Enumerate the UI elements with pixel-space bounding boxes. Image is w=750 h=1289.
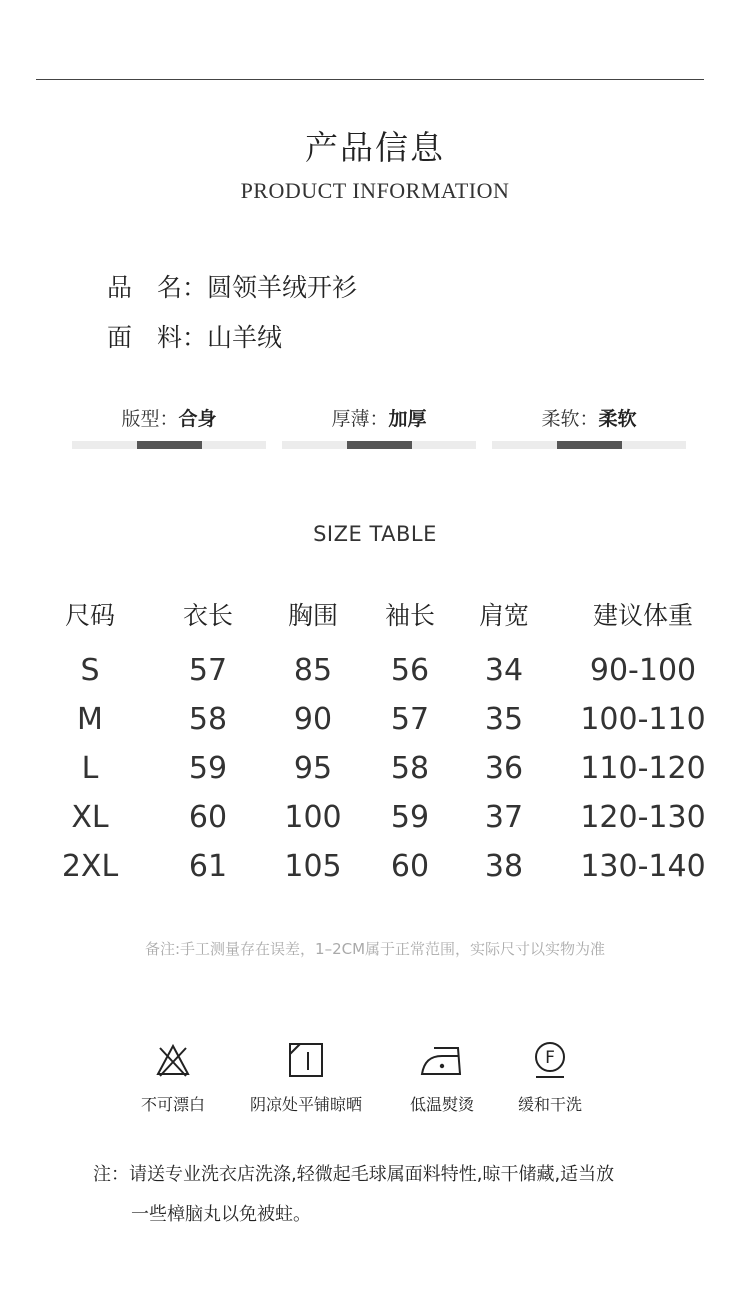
size-cell-l-sleeve: 58 — [390, 751, 430, 786]
size-cell-s-shoulder: 34 — [484, 653, 524, 688]
attribute-thickness — [282, 404, 476, 431]
size-cell-xl-weight: 120-130 — [580, 800, 706, 835]
size-cell-l-length: 59 — [188, 751, 228, 786]
product-material-label: 面 料： — [107, 323, 208, 352]
size-table-title: SIZE TABLE — [313, 522, 437, 546]
size-cell-2xl-shoulder: 38 — [484, 849, 524, 884]
size-cell-s-length: 57 — [188, 653, 228, 688]
care-label-dry-clean: 缓和干洗 — [517, 1095, 582, 1114]
size-cell-s-sleeve: 56 — [390, 653, 430, 688]
care-label-dry-flat: 阴凉处平铺晾晒 — [249, 1095, 362, 1114]
size-cell-s-chest: 85 — [293, 653, 333, 688]
size-cell-m-sleeve: 57 — [390, 702, 430, 737]
attribute-softness-bar-fill — [557, 441, 622, 449]
size-cell-xl-chest: 100 — [284, 800, 342, 835]
size-header-length: 衣长 — [182, 601, 233, 630]
size-cell-m-weight: 100-110 — [580, 702, 706, 737]
product-material-row — [107, 318, 282, 354]
size-cell-2xl-weight: 130-140 — [580, 849, 706, 884]
no-bleach-icon — [153, 1040, 193, 1080]
size-cell-l-shoulder: 36 — [484, 751, 524, 786]
size-cell-m-size: M — [77, 702, 103, 737]
size-cell-xl-sleeve: 59 — [390, 800, 430, 835]
size-cell-2xl-chest: 105 — [284, 849, 342, 884]
attribute-thickness-label: 厚薄： — [331, 408, 389, 430]
care-label-low-iron: 低温熨烫 — [409, 1095, 474, 1114]
size-cell-2xl-sleeve: 60 — [390, 849, 430, 884]
attribute-fit — [72, 404, 266, 431]
care-item-dry-clean — [475, 1040, 625, 1115]
size-cell-l-weight: 110-120 — [580, 751, 706, 786]
attribute-thickness-value: 加厚 — [388, 408, 427, 430]
attribute-softness-value: 柔软 — [598, 408, 637, 430]
size-cell-m-length: 58 — [188, 702, 228, 737]
care-item-no-bleach — [98, 1040, 248, 1115]
attribute-softness — [492, 404, 686, 431]
size-header-shoulder: 肩宽 — [478, 601, 529, 630]
product-name-value: 圆领羊绒开衫 — [207, 273, 358, 302]
section-subtitle: PRODUCT INFORMATION — [240, 178, 510, 203]
product-name-label: 品 名： — [107, 273, 208, 302]
low-iron-icon — [418, 1040, 466, 1080]
measurement-note: 备注:手工测量存在误差，1–2CM属于正常范围，实际尺寸以实物为准 — [144, 940, 606, 958]
size-header-sleeve: 袖长 — [384, 601, 435, 630]
care-item-dry-flat — [231, 1040, 381, 1115]
size-cell-l-chest: 95 — [293, 751, 333, 786]
size-cell-s-size: S — [80, 653, 100, 688]
size-cell-m-chest: 90 — [293, 702, 333, 737]
size-cell-xl-size: XL — [71, 800, 109, 835]
top-divider — [36, 79, 704, 80]
attribute-softness-label: 柔软： — [541, 408, 599, 430]
size-cell-l-size: L — [81, 751, 99, 786]
attribute-fit-bar — [72, 441, 266, 449]
attribute-thickness-bar — [282, 441, 476, 449]
care-footnote-line-1: 注：请送专业洗衣店洗涤,轻微起毛球属面料特性,晾干储藏,适当放 — [93, 1164, 615, 1185]
size-header-chest: 胸围 — [287, 601, 338, 630]
size-cell-xl-shoulder: 37 — [484, 800, 524, 835]
attribute-fit-bar-fill — [137, 441, 202, 449]
dry-clean-icon — [530, 1040, 570, 1080]
size-header-size: 尺码 — [64, 601, 115, 630]
size-cell-m-shoulder: 35 — [484, 702, 524, 737]
dry-clean-letter: F — [545, 1048, 555, 1068]
size-cell-2xl-size: 2XL — [61, 849, 119, 884]
size-cell-2xl-length: 61 — [188, 849, 228, 884]
dry-flat-shade-icon — [286, 1040, 326, 1080]
attribute-fit-value: 合身 — [178, 408, 217, 430]
size-cell-xl-length: 60 — [188, 800, 228, 835]
attribute-thickness-bar-fill — [347, 441, 412, 449]
size-header-weight: 建议体重 — [592, 601, 693, 630]
product-material-value: 山羊绒 — [207, 323, 283, 352]
attribute-softness-bar — [492, 441, 686, 449]
care-label-no-bleach: 不可漂白 — [140, 1095, 205, 1114]
size-cell-s-weight: 90-100 — [589, 653, 697, 688]
product-name-row — [107, 268, 357, 304]
section-title: 产品信息 — [305, 128, 445, 167]
care-footnote-line-2: 一些樟脑丸以免被蛀。 — [131, 1204, 311, 1225]
attribute-fit-label: 版型： — [121, 408, 179, 430]
